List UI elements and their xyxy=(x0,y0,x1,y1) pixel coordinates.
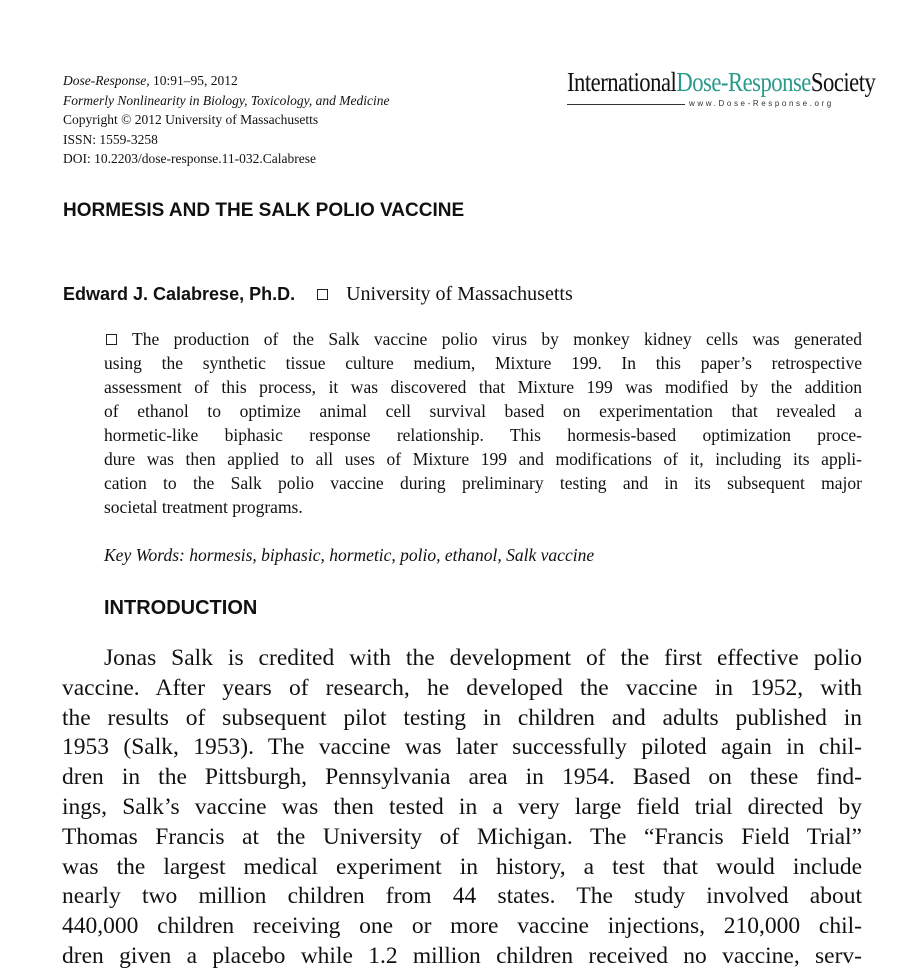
abstract-line: hormetic-like biphasic response relationship. This hormesis-based optimization proce- xyxy=(104,425,862,445)
journal-header xyxy=(63,71,389,169)
logo-text-1: International xyxy=(567,67,677,97)
abstract-line xyxy=(104,327,862,351)
keywords: Key Words: hormesis, biphasic, hormetic, polio, ethanol, Salk vaccine xyxy=(104,545,595,565)
abstract-line: assessment of this process, it was discovered that Mixture 199 was modified by the addition xyxy=(104,377,862,397)
body-line: the results of subsequent pilot testing in children and adults published in xyxy=(62,704,862,731)
body-line: Jonas Salk is credited with the development of the first effective polio xyxy=(104,645,862,671)
paper-title: HORMESIS AND THE SALK POLIO VACCINE xyxy=(63,200,465,221)
box-separator-icon xyxy=(317,289,328,300)
body-line: dren given a placebo while 1.2 million children received no vaccine, serv- xyxy=(62,942,862,969)
body-line: vaccine. After years of research, he developed the vaccine in 1952, with xyxy=(62,674,862,701)
author-name: Edward J. Calabrese, Ph.D. xyxy=(63,284,296,304)
author-line xyxy=(63,283,573,306)
logo-url: www.Dose-Response.org xyxy=(689,99,834,108)
body-text xyxy=(62,644,862,972)
affiliation: University of Massachusetts xyxy=(346,283,573,305)
abstract-line-text: The production of the Salk vaccine polio virus by monkey kidney cells was generated xyxy=(132,329,862,349)
abstract-line: using the synthetic tissue culture medium, Mixture 199. In this paper’s retrospective xyxy=(104,353,862,373)
abstract-line: of ethanol to optimize animal cell survival based on experimentation that revealed a xyxy=(104,401,862,421)
logo-text-2: Dose-Response xyxy=(676,67,811,97)
issn: ISSN: 1559-3258 xyxy=(63,131,158,147)
copyright: Copyright © 2012 University of Massachusetts xyxy=(63,112,319,128)
doi: DOI: 10.2203/dose-response.11-032.Calabrese xyxy=(63,151,316,167)
body-line: ings, Salk’s vaccine was then tested in a very large field trial directed by xyxy=(62,793,862,820)
abstract-line: societal treatment programs. xyxy=(104,497,303,517)
box-bullet-icon xyxy=(106,334,117,345)
section-heading: INTRODUCTION xyxy=(104,597,258,619)
body-line: Thomas Francis at the University of Michigan. The “Francis Field Trial” xyxy=(62,823,862,850)
abstract-line: cation to the Salk polio vaccine during preliminary testing and in its subsequent major xyxy=(104,473,862,493)
former-title: Formerly Nonlinearity in Biology, Toxicology, and Medicine xyxy=(63,92,390,108)
logo-text-3: Society xyxy=(810,67,876,97)
abstract-line: dure was then applied to all uses of Mixture 199 and modifications of it, including its appli- xyxy=(104,449,862,469)
body-line: dren in the Pittsburgh, Pennsylvania area in 1954. Based on these find- xyxy=(62,764,862,791)
logo-rule xyxy=(567,104,685,105)
body-line: was the largest medical experiment in history, a test that would include xyxy=(62,853,862,880)
abstract xyxy=(104,327,862,519)
citation: 10:91–95, 2012 xyxy=(149,73,238,88)
body-line: 1953 (Salk, 1953). The vaccine was later successfully piloted again in chil- xyxy=(62,734,862,761)
body-line: 440,000 children receiving one or more vaccine injections, 210,000 chil- xyxy=(62,913,862,940)
body-line: nearly two million children from 44 states. The study involved about xyxy=(62,883,862,910)
journal-name: Dose-Response, xyxy=(63,73,150,88)
society-logo xyxy=(567,67,876,112)
